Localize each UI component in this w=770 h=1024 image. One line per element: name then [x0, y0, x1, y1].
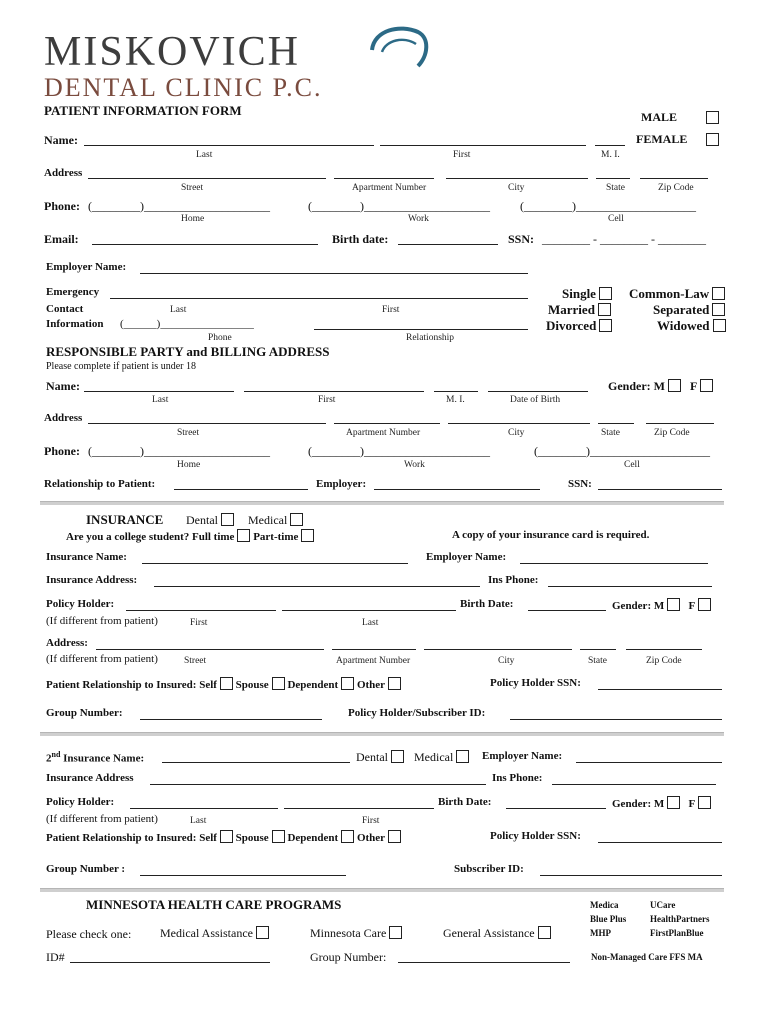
ins-city-caption: City [498, 656, 515, 666]
ins-zip-caption: Zip Code [646, 656, 682, 666]
ssn-label: SSN: [508, 232, 535, 246]
second-subscriber-id-label: Subscriber ID: [454, 863, 524, 875]
rp-ssn-label: SSN: [568, 478, 592, 490]
rp-zip-caption: Zip Code [654, 428, 690, 438]
zip-field[interactable] [640, 178, 708, 179]
ins-gender-label: Gender: M F [612, 598, 711, 612]
widowed-option[interactable]: Widowed [657, 318, 726, 334]
general-assistance-checkbox[interactable] [538, 926, 551, 939]
rp-street-caption: Street [177, 428, 200, 438]
section-divider [40, 501, 724, 505]
rp-phone-label: Phone: [44, 444, 80, 458]
rp-gender-f-checkbox[interactable] [700, 379, 713, 392]
ins-birth-date-label: Birth Date: [460, 598, 514, 610]
second-dental-checkbox[interactable] [391, 750, 404, 763]
ins-gender-f-checkbox[interactable] [698, 598, 711, 611]
medical-assistance-checkbox[interactable] [256, 926, 269, 939]
policy-holder-first-field[interactable] [126, 610, 276, 611]
copy-note: A copy of your insurance card is required. [452, 529, 650, 541]
employer-field[interactable] [140, 273, 528, 274]
employer-label: Employer Name: [46, 261, 127, 273]
clinic-logo-subtitle: DENTAL CLINIC P.C. [44, 73, 323, 102]
rp-work-phone-field[interactable]: (________)_____________________ [308, 444, 490, 458]
home-caption: Home [181, 214, 205, 224]
female-checkbox[interactable] [706, 133, 719, 146]
second-subscriber-id-field[interactable] [540, 875, 722, 876]
mhp-label: MHP [590, 928, 611, 938]
if-different-note-2: (If different from patient) [46, 653, 158, 665]
second-birth-date-field[interactable] [506, 808, 606, 809]
second-ins-phone-label: Ins Phone: [492, 772, 543, 784]
second-dental-option[interactable]: Dental [356, 750, 404, 765]
tooth-logo-icon [360, 22, 435, 77]
ins-state-field[interactable] [580, 649, 616, 650]
first-caption: First [453, 150, 471, 160]
rp-apt-field[interactable] [334, 423, 440, 424]
rp-employer-field[interactable] [374, 489, 540, 490]
ins-gender-m-checkbox[interactable] [667, 598, 680, 611]
female-label: FEMALE [636, 132, 688, 146]
group-number-label: Group Number: [46, 707, 123, 719]
rp-street-field[interactable] [88, 423, 326, 424]
second-group-field[interactable] [140, 875, 346, 876]
rp-first-caption: First [318, 395, 336, 405]
ins-employer-label: Employer Name: [426, 551, 507, 563]
rel-other-checkbox[interactable] [388, 677, 401, 690]
second-rel-spouse-checkbox[interactable] [272, 830, 285, 843]
name-label: Name: [44, 133, 78, 147]
state-caption: State [606, 183, 625, 193]
second-gender-label: Gender: M F [612, 796, 711, 810]
check-one-label: Please check one: [46, 927, 132, 941]
street-field[interactable] [88, 178, 326, 179]
rp-dob-caption: Date of Birth [510, 395, 561, 405]
ins-city-field[interactable] [424, 649, 572, 650]
rp-ssn-field[interactable] [598, 489, 722, 490]
ins-name-label: Insurance Name: [46, 551, 127, 563]
birth-date-label: Birth date: [332, 232, 389, 246]
birth-date-field[interactable] [398, 244, 498, 245]
ins-name-field[interactable] [142, 563, 408, 564]
second-ins-address-label: Insurance Address [46, 772, 134, 784]
divorced-checkbox[interactable] [599, 319, 612, 332]
ins-dental-option[interactable]: Dental [186, 513, 234, 528]
information-label: Information [46, 318, 104, 330]
emergency-last-caption: Last [170, 305, 187, 315]
separated-checkbox[interactable] [712, 303, 725, 316]
blue-plus-label: Blue Plus [590, 914, 627, 924]
subscriber-id-field[interactable] [510, 719, 722, 720]
ucare-label: UCare [650, 900, 676, 910]
rp-gender-m-checkbox[interactable] [668, 379, 681, 392]
rp-zip-field[interactable] [646, 423, 714, 424]
second-pat-rel-row: Patient Relationship to Insured: Self Spouse Dependent Other [46, 830, 401, 844]
rp-cell-phone-field[interactable]: (________)____________________ [534, 444, 710, 458]
rp-employer-label: Employer: [316, 478, 367, 490]
male-checkbox[interactable] [706, 111, 719, 124]
ins-state-caption: State [588, 656, 607, 666]
rp-relationship-field[interactable] [174, 489, 308, 490]
section-divider-2 [40, 732, 724, 736]
rp-city-field[interactable] [448, 423, 590, 424]
minnesota-care-option[interactable]: Minnesota Care [310, 926, 402, 941]
street-caption: Street [181, 183, 204, 193]
state-field[interactable] [596, 178, 630, 179]
college-question: Are you a college student? Full time Part-time [66, 529, 314, 543]
responsible-subtitle: Please complete if patient is under 18 [46, 361, 196, 372]
rel-self-checkbox[interactable] [220, 677, 233, 690]
emergency-label: Emergency [46, 286, 100, 298]
second-holder-ssn-field[interactable] [598, 842, 722, 843]
second-ins-name-label: 2nd Insurance Name: [46, 750, 145, 765]
city-field[interactable] [446, 178, 588, 179]
ins-dental-checkbox[interactable] [221, 513, 234, 526]
ins-apt-caption: Apartment Number [336, 656, 411, 666]
rp-apt-caption: Apartment Number [346, 428, 421, 438]
second-ins-address-field[interactable] [150, 784, 486, 785]
rp-address-label: Address [44, 412, 83, 424]
ins-zip-field[interactable] [626, 649, 702, 650]
last-name-field[interactable] [84, 145, 374, 146]
single-checkbox[interactable] [599, 287, 612, 300]
contact-label: Contact [46, 303, 84, 315]
ins-street-field[interactable] [96, 649, 324, 650]
apt-field[interactable] [334, 178, 434, 179]
email-label: Email: [44, 232, 79, 246]
emergency-phone-field[interactable]: (______)_________________ [120, 318, 254, 330]
rp-mi-field[interactable] [434, 391, 478, 392]
ins-address-field[interactable] [154, 586, 480, 587]
insurance-title: INSURANCE [86, 512, 164, 527]
emergency-relationship-caption: Relationship [406, 333, 455, 343]
mn-group-field[interactable] [398, 962, 570, 963]
minnesota-care-checkbox[interactable] [389, 926, 402, 939]
rp-state-field[interactable] [598, 423, 634, 424]
pat-rel-row: Patient Relationship to Insured: Self Spouse Dependent Other [46, 677, 401, 691]
single-option[interactable]: Single [562, 286, 612, 302]
ins-address-label: Insurance Address: [46, 574, 138, 586]
address-label: Address [44, 167, 83, 179]
holder-ssn-field[interactable] [598, 689, 722, 690]
last-caption: Last [196, 150, 213, 160]
married-checkbox[interactable] [598, 303, 611, 316]
id-label: ID# [46, 950, 65, 964]
rp-last-field[interactable] [84, 391, 234, 392]
mi-caption: M. I. [601, 150, 620, 160]
rp-gender-label: Gender: M F [608, 379, 713, 394]
part-time-checkbox[interactable] [301, 529, 314, 542]
holder-ssn-label: Policy Holder SSN: [490, 677, 581, 689]
if-different-note: (If different from patient) [46, 615, 158, 627]
medical-assistance-option[interactable]: Medical Assistance [160, 926, 269, 941]
second-gender-m-checkbox[interactable] [667, 796, 680, 809]
emergency-first-caption: First [382, 305, 400, 315]
second-ph-last-caption: Last [190, 816, 207, 826]
work-caption: Work [408, 214, 429, 224]
ph-last-caption: Last [362, 618, 379, 628]
second-rel-other-checkbox[interactable] [388, 830, 401, 843]
cell-caption: Cell [608, 214, 624, 224]
general-assistance-option[interactable]: General Assistance [443, 926, 551, 941]
rp-last-caption: Last [152, 395, 169, 405]
rp-first-field[interactable] [244, 391, 424, 392]
widowed-checkbox[interactable] [713, 319, 726, 332]
zip-caption: Zip Code [658, 183, 694, 193]
rp-name-label: Name: [46, 379, 80, 393]
firstplanblue-label: FirstPlanBlue [650, 928, 704, 938]
second-ph-first-caption: First [362, 816, 380, 826]
policy-holder-label: Policy Holder: [46, 598, 115, 610]
ins-medical-checkbox[interactable] [290, 513, 303, 526]
full-time-checkbox[interactable] [237, 529, 250, 542]
rp-work-caption: Work [404, 460, 425, 470]
common-law-checkbox[interactable] [712, 287, 725, 300]
second-employer-label: Employer Name: [482, 750, 563, 762]
rel-dependent-checkbox[interactable] [341, 677, 354, 690]
city-caption: City [508, 183, 525, 193]
second-holder-ssn-label: Policy Holder SSN: [490, 830, 581, 842]
section-divider-3 [40, 888, 724, 892]
mn-group-label: Group Number: [310, 950, 387, 964]
responsible-title: RESPONSIBLE PARTY and BILLING ADDRESS [46, 344, 330, 359]
second-rel-dependent-checkbox[interactable] [341, 830, 354, 843]
healthpartners-label: HealthPartners [650, 914, 710, 924]
second-birth-date-label: Birth Date: [438, 796, 492, 808]
second-ph-first-field[interactable] [284, 808, 434, 809]
policy-holder-last-field[interactable] [282, 610, 456, 611]
divorced-option[interactable]: Divorced [546, 318, 612, 334]
ins-phone-field[interactable] [548, 586, 712, 587]
second-if-different-note: (If different from patient) [46, 813, 158, 825]
male-label: MALE [641, 110, 677, 124]
second-ins-name-field[interactable] [162, 762, 350, 763]
second-ph-last-field[interactable] [130, 808, 278, 809]
clinic-logo-name: MISKOVICH [44, 29, 301, 75]
ins-medical-option[interactable]: Medical [248, 513, 303, 528]
second-group-label: Group Number : [46, 863, 126, 875]
ph-first-caption: First [190, 618, 208, 628]
rp-cell-caption: Cell [624, 460, 640, 470]
second-rel-self-checkbox[interactable] [220, 830, 233, 843]
second-policy-holder-label: Policy Holder: [46, 796, 115, 808]
ins-holder-address-label: Address: [46, 637, 88, 649]
rp-mi-caption: M. I. [446, 395, 465, 405]
home-phone-field[interactable]: (________)_____________________ [88, 199, 270, 213]
rp-relationship-label: Relationship to Patient: [44, 478, 156, 490]
phone-label: Phone: [44, 199, 80, 213]
emergency-relationship-field[interactable] [314, 329, 528, 330]
common-law-option[interactable]: Common-Law [629, 286, 725, 302]
email-field[interactable] [92, 244, 318, 245]
id-field[interactable] [70, 962, 270, 963]
cell-phone-field[interactable]: (________)____________________ [520, 199, 696, 213]
medica-label: Medica [590, 900, 619, 910]
group-number-field[interactable] [140, 719, 322, 720]
second-medical-option[interactable]: Medical [414, 750, 469, 765]
subscriber-id-label: Policy Holder/Subscriber ID: [348, 707, 486, 719]
ins-street-caption: Street [184, 656, 207, 666]
second-employer-field[interactable] [576, 762, 722, 763]
first-name-field[interactable] [380, 145, 586, 146]
non-managed-label: Non-Managed Care FFS MA [591, 952, 703, 962]
emergency-field[interactable] [110, 298, 528, 299]
rp-state-caption: State [601, 428, 620, 438]
rel-spouse-checkbox[interactable] [272, 677, 285, 690]
separated-option[interactable]: Separated [653, 302, 725, 318]
mn-title: MINNESOTA HEALTH CARE PROGRAMS [86, 897, 342, 912]
ins-birth-date-field[interactable] [528, 610, 606, 611]
ins-apt-field[interactable] [332, 649, 416, 650]
second-medical-checkbox[interactable] [456, 750, 469, 763]
work-phone-field[interactable]: (________)_____________________ [308, 199, 490, 213]
apt-caption: Apartment Number [352, 183, 427, 193]
emergency-phone-caption: Phone [208, 333, 232, 343]
ssn-field[interactable]: ________ - ________ - ________ [542, 232, 706, 246]
rp-dob-field[interactable] [488, 391, 588, 392]
ins-employer-field[interactable] [520, 563, 708, 564]
form-title: PATIENT INFORMATION FORM [44, 103, 242, 118]
ins-phone-label: Ins Phone: [488, 574, 539, 586]
rp-home-phone-field[interactable]: (________)_____________________ [88, 444, 270, 458]
rp-home-caption: Home [177, 460, 201, 470]
married-option[interactable]: Married [548, 302, 611, 318]
mi-field[interactable] [595, 145, 625, 146]
second-ins-phone-field[interactable] [552, 784, 716, 785]
rp-city-caption: City [508, 428, 525, 438]
second-gender-f-checkbox[interactable] [698, 796, 711, 809]
